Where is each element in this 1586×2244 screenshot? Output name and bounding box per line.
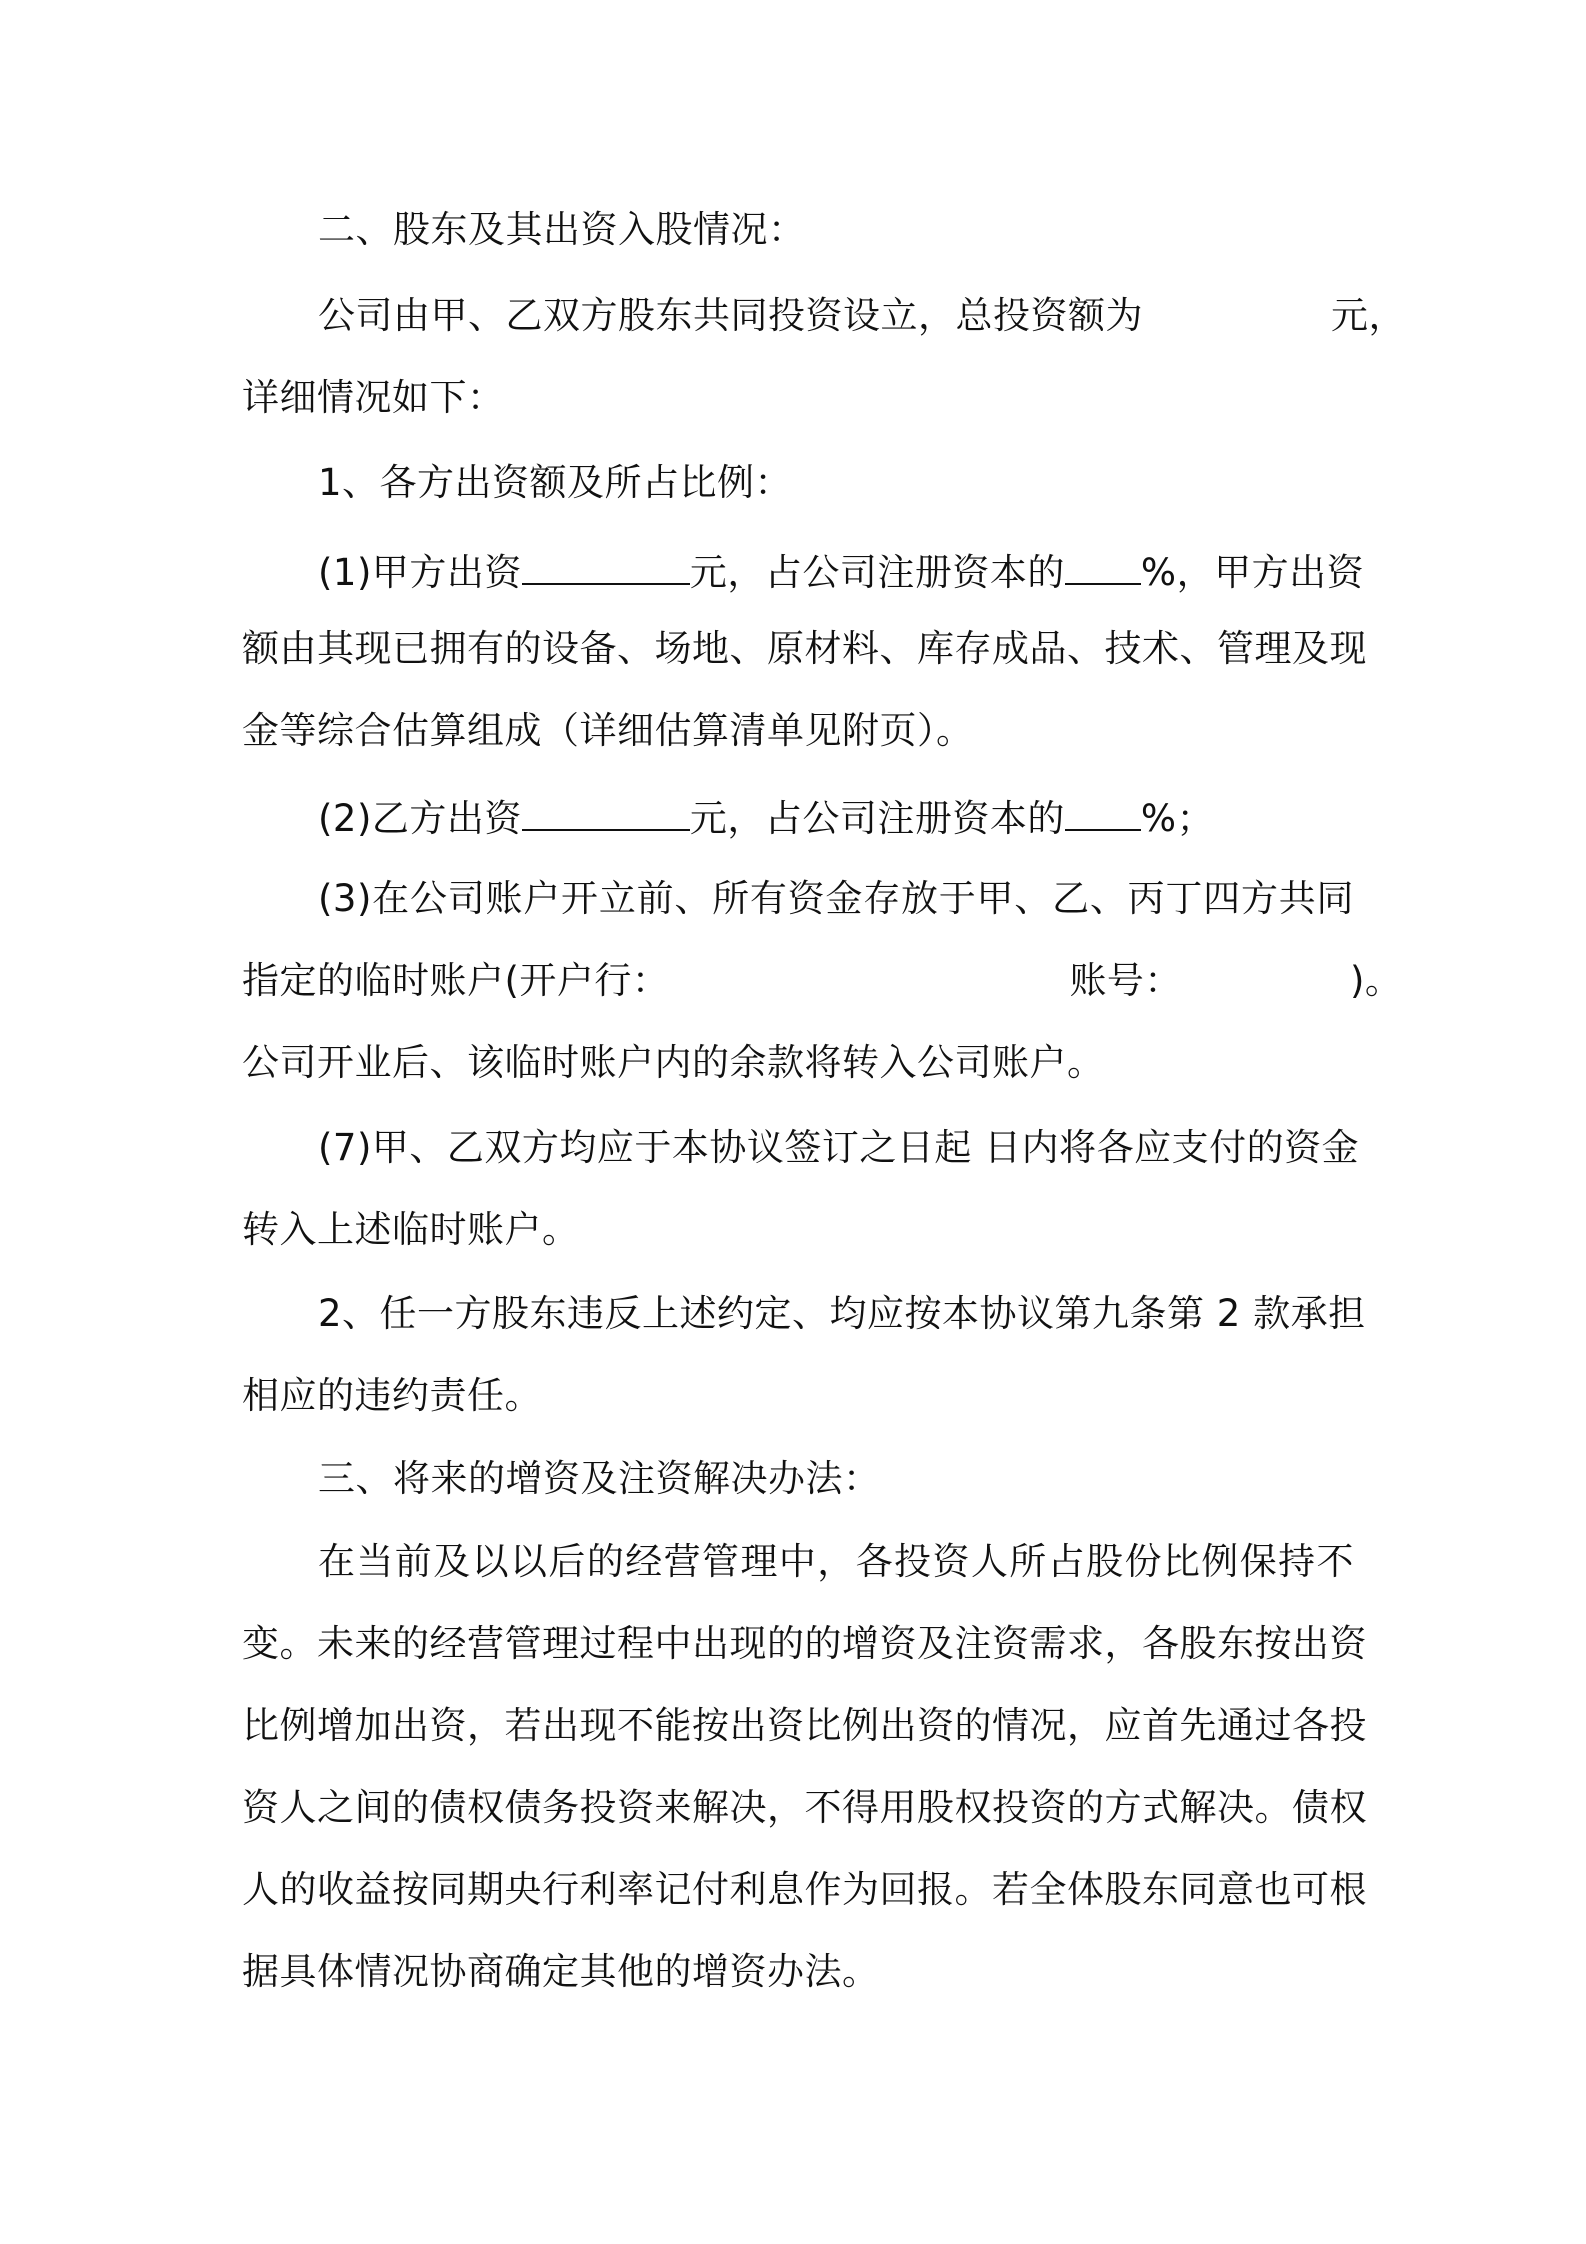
bank-label: 指定的临时账户(开户行：	[242, 959, 670, 1002]
payment-deadline-line2: 转入上述临时账户。	[242, 1208, 580, 1251]
section-three-line2: 变。未来的经营管理过程中出现的的增资及注资需求，各股东按出资	[242, 1622, 1367, 1665]
item-two-line2: 相应的违约责任。	[242, 1374, 542, 1417]
item-two-line1: 2、任一方股东违反上述约定、均应按本协议第九条第 2 款承担	[318, 1292, 1366, 1335]
section-two-intro-line1	[318, 292, 1406, 340]
intro-unit: 元，	[1331, 294, 1406, 337]
section-three-heading: 三、将来的增资及注资解决办法：	[318, 1457, 881, 1500]
party-a-percent-blank	[1065, 543, 1141, 585]
party-a-percent-text: %，甲方出资	[1140, 551, 1365, 594]
temp-account-close: )。	[1349, 959, 1403, 1002]
section-two-heading: 二、股东及其出资入股情况：	[318, 208, 806, 251]
section-three-line4: 资人之间的债权债务投资来解决，不得用股权投资的方式解决。债权	[242, 1786, 1367, 1829]
temp-account-line1: (3)在公司账户开立前、所有资金存放于甲、乙、丙丁四方共同	[318, 877, 1354, 920]
party-a-contribution-line3: 金等综合估算组成（详细估算清单见附页）。	[242, 709, 974, 752]
party-a-amount-blank	[522, 543, 690, 585]
party-b-contribution	[318, 789, 1354, 843]
party-b-percent-blank	[1065, 789, 1141, 831]
temp-account-line2	[242, 957, 1403, 1005]
party-a-label: (1)甲方出资	[318, 551, 522, 594]
item-one-heading: 1、各方出资额及所占比例：	[318, 461, 793, 504]
section-two-intro-line2: 详细情况如下：	[242, 376, 505, 419]
party-b-label: (2)乙方出资	[318, 797, 522, 840]
section-three-line1: 在当前及以以后的经营管理中，各投资人所占股份比例保持不	[318, 1540, 1354, 1583]
party-b-amount-blank	[522, 789, 690, 831]
account-label: 账号：	[1069, 959, 1182, 1002]
temp-account-line3: 公司开业后、该临时账户内的余款将转入公司账户。	[242, 1041, 1105, 1084]
party-a-text: 元，占公司注册资本的	[689, 551, 1065, 594]
section-three-line3: 比例增加出资，若出现不能按出资比例出资的情况，应首先通过各投	[242, 1704, 1367, 1747]
section-three-line5: 人的收益按同期央行利率记付利息作为回报。若全体股东同意也可根	[242, 1868, 1367, 1911]
party-b-percent-text: %；	[1140, 797, 1215, 840]
intro-text: 公司由甲、乙双方股东共同投资设立，总投资额为	[318, 294, 1143, 337]
party-a-contribution-line2: 额由其现已拥有的设备、场地、原材料、库存成品、技术、管理及现	[242, 627, 1367, 670]
section-three-line6: 据具体情况协商确定其他的增资办法。	[242, 1950, 880, 1993]
party-a-contribution-line1	[318, 543, 1365, 597]
payment-deadline-line1: (7)甲、乙双方均应于本协议签订之日起 日内将各应支付的资金	[318, 1126, 1360, 1169]
party-b-text: 元，占公司注册资本的	[689, 797, 1065, 840]
